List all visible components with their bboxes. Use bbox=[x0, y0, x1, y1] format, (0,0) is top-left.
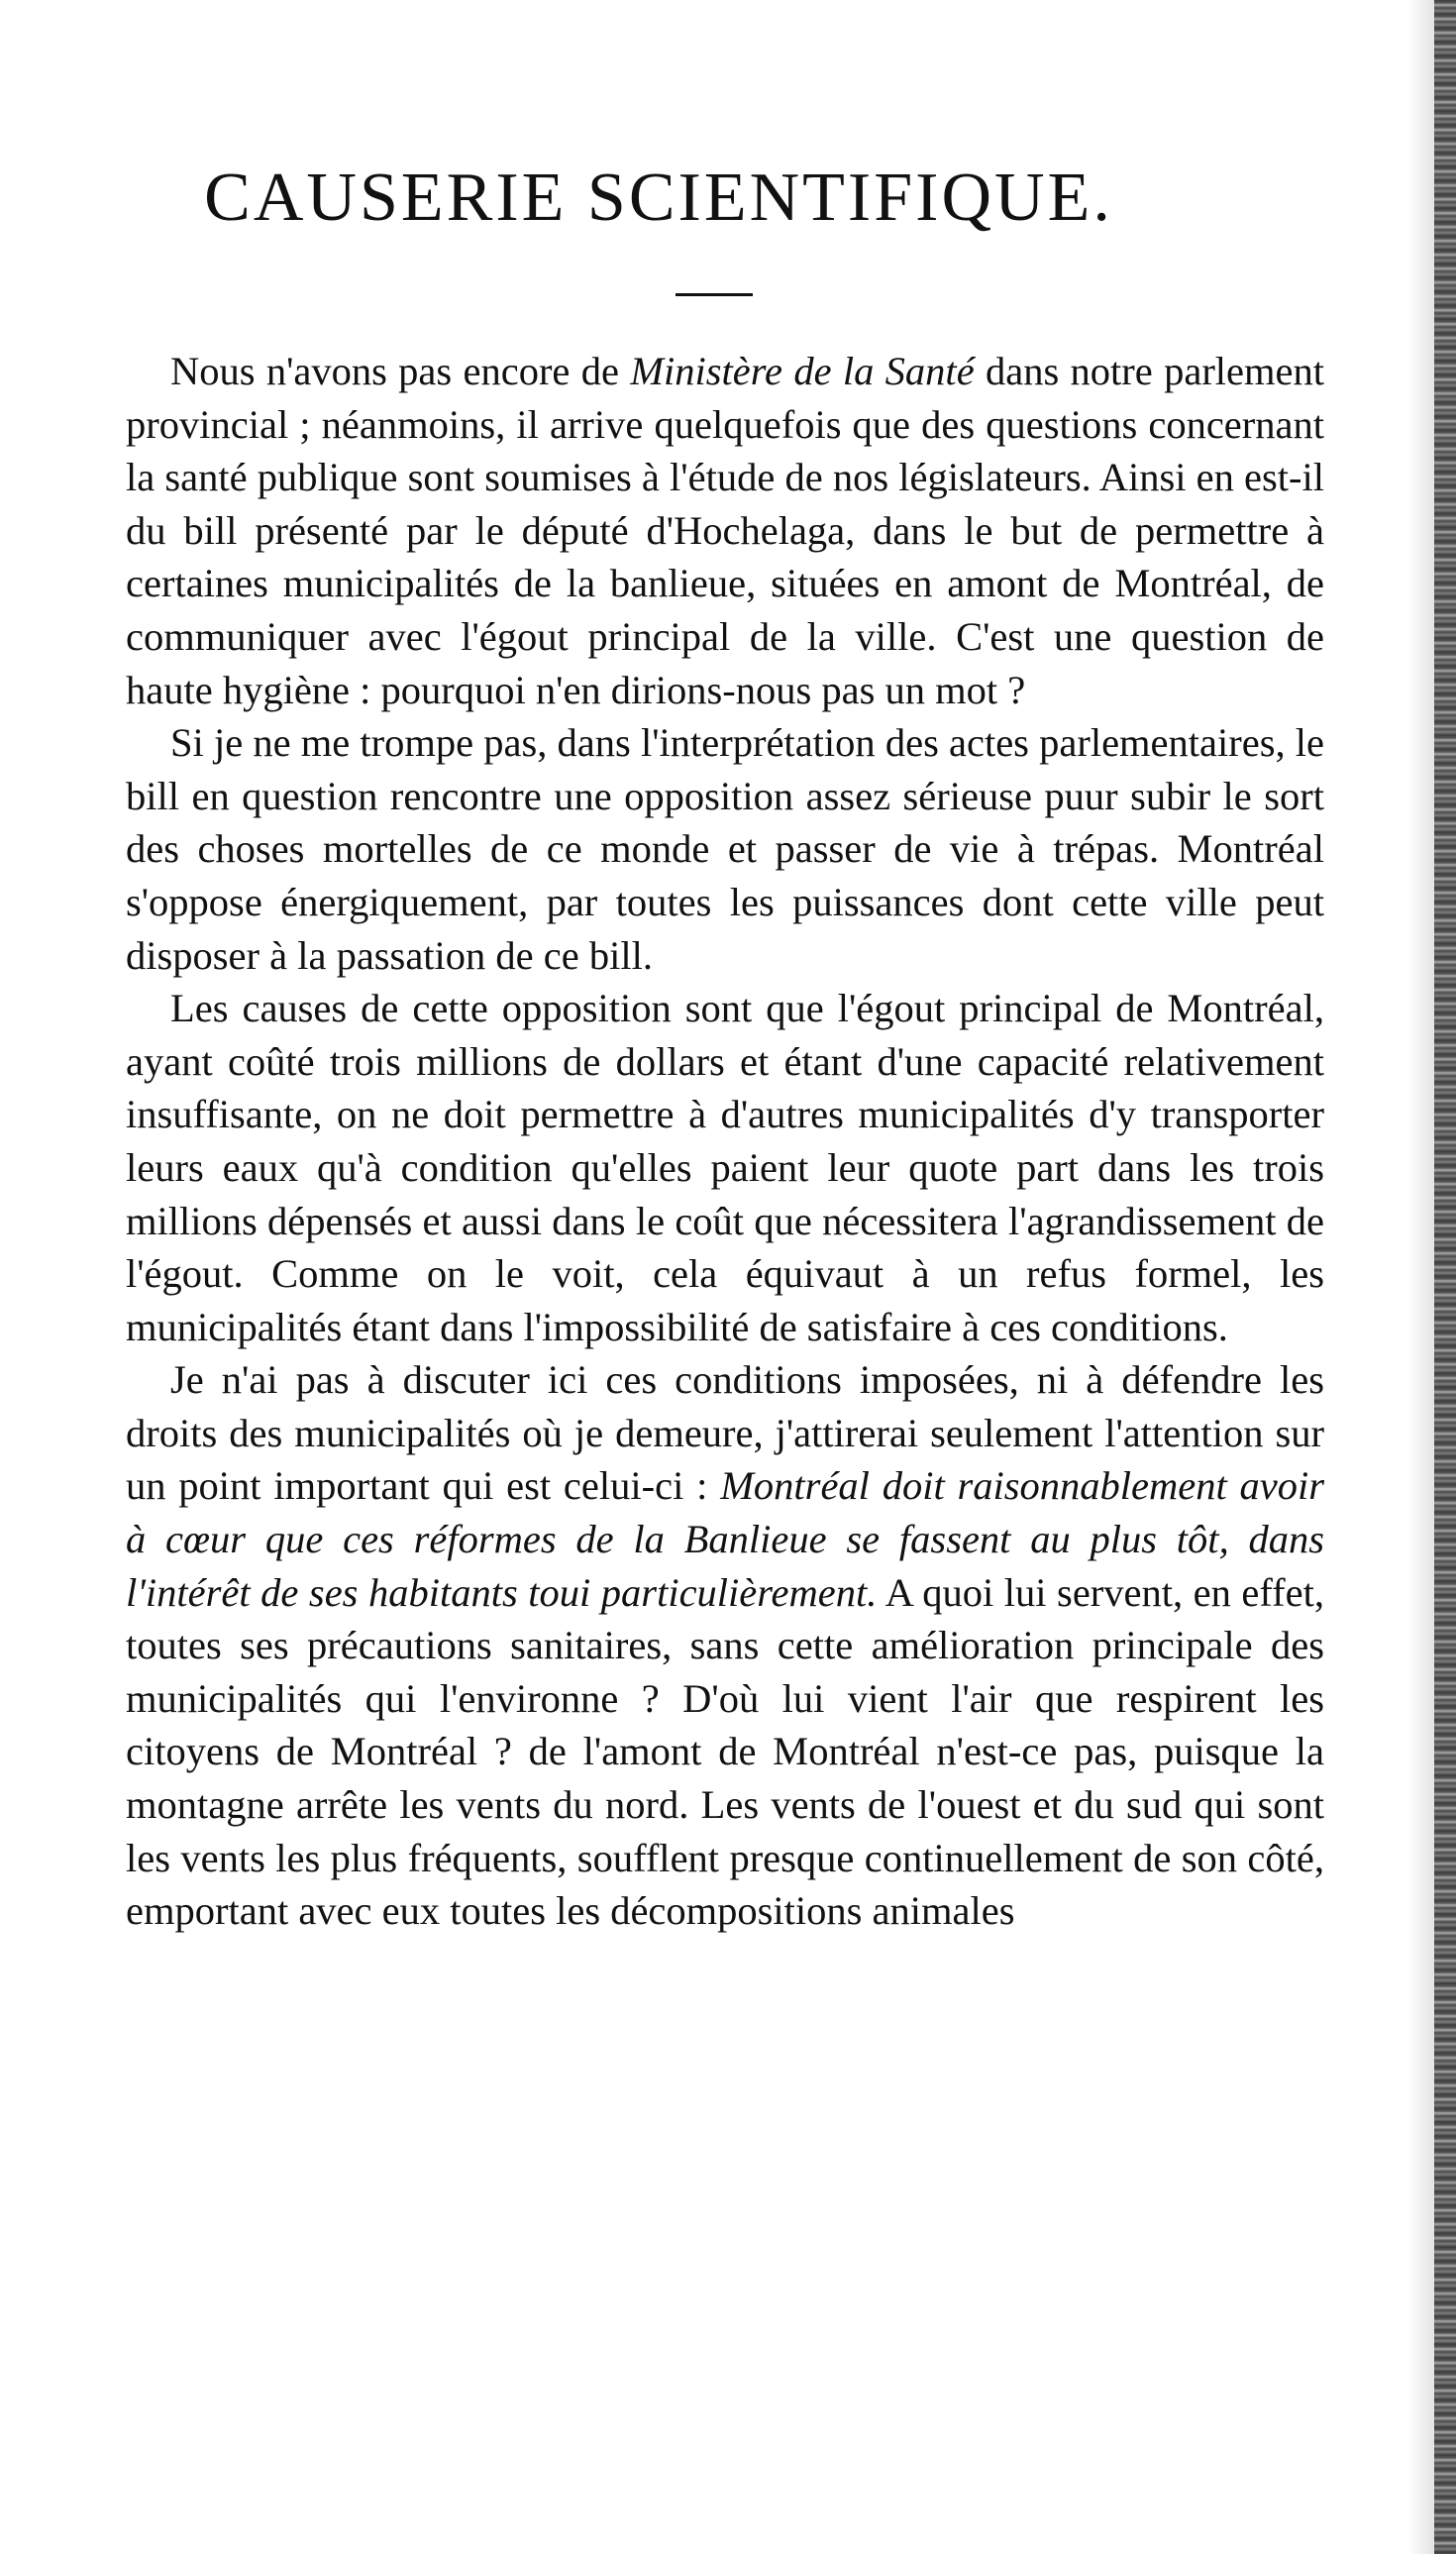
text-run: Les causes de cette opposition sont que l'égout principal de Montréal, ayant coûté trois millions de dollars et étant d'une capacité relativement insuffisante, on ne doit permettre à d'autres municipalités d'y transporter leurs eaux qu'à condition qu'elles paient leur quote part dans les trois millions dépensés et aussi dans le coût que nécessitera l'agrandissement de l'égout. Comme on le voit, cela équivaut à un refus formel, les municipalités étant dans l'impossibilité de satisfaire à ces conditions. bbox=[126, 986, 1324, 1349]
text-run: Je n'ai pas à discuter ici ces conditions imposées, ni à défendre les droits des municipalités où je demeure, j'attirerai seulement l'attention sur un point important qui est celui-ci : bbox=[126, 1357, 1324, 1509]
paragraph-2 bbox=[126, 716, 1324, 982]
paragraph-3 bbox=[126, 982, 1324, 1353]
page-edge bbox=[1434, 0, 1456, 2554]
paragraph-4 bbox=[126, 1353, 1324, 1938]
paragraph-1 bbox=[126, 345, 1324, 716]
article-body bbox=[126, 345, 1324, 1938]
text-run: A quoi lui servent, en effet, toutes ses précautions sanitaires, sans cette amélioration principale des municipalités qui l'environne ? D'où lui vient l'air que respirent les citoyens de Montréal ? de l'amont de Montréal n'est-ce pas, puisque la montagne arrête les vents du nord. Les vents de l'ouest et du sud qui sont les vents les plus fréquents, soufflent presque continuellement de son côté, emportant avec eux toutes les décompositions animales bbox=[126, 1569, 1324, 1934]
page-gutter-shadow bbox=[1408, 0, 1434, 2554]
title-divider bbox=[676, 293, 753, 296]
page-title: CAUSERIE SCIENTIFIQUE. bbox=[204, 160, 1113, 236]
italic-run: Ministère de la Santé bbox=[630, 349, 975, 393]
italic-run: Montréal doit raisonnablement avoir à cœur que ces réformes de la Banlieue se fassent au plus tôt, dans l'intérêt de ses habitants toui particulièrement. bbox=[126, 1463, 1325, 1615]
text-run: Si je ne me trompe pas, dans l'interprétation des actes parlementaires, le bill en question rencontre une opposition assez sérieuse puur subir le sort des choses mortelles de ce monde et passer de vie à trépas. Montréal s'oppose énergiquement, par toutes les puissances dont cette ville peut disposer à la passation de ce bill. bbox=[126, 720, 1324, 978]
text-run: dans notre parlement provincial ; néanmoins, il arrive quelquefois que des questions concernant la santé publique sont soumises à l'étude de nos législateurs. Ainsi en est-il du bill présenté par le député d'Hochelaga, dans le but de permettre à certaines municipalités de la banlieue, situées en amont de Montréal, de communiquer avec l'égout principal de la ville. C'est une question de haute hygiène : pourquoi n'en dirions-nous pas un mot ? bbox=[126, 349, 1325, 712]
text-run: Nous n'avons pas encore de bbox=[170, 349, 631, 393]
